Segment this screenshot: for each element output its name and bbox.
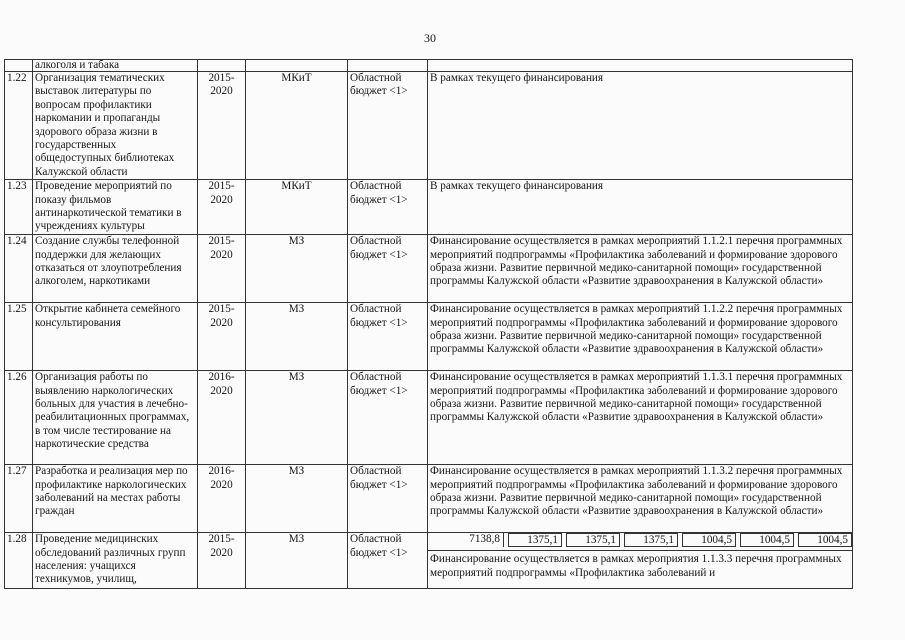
- funding-source: Областной бюджет <1>: [348, 72, 428, 180]
- funding-source: Областной бюджет <1>: [348, 465, 428, 533]
- funding-source: Областной бюджет <1>: [348, 180, 428, 235]
- period-years: 2015-2020: [198, 533, 246, 589]
- activity-name: Проведение мероприятий по показу фильмов антинаркотической тематики в учреждениях культуры: [33, 180, 198, 235]
- funding-note: В рамках текущего финансирования: [428, 180, 853, 235]
- row-number: 1.25: [5, 303, 33, 371]
- row-number: 1.27: [5, 465, 33, 533]
- activity-name: Организация работы по выявлению наркологических больных для участия в лечебно-реабилитационных программах, в том числе тестирование на наркотические средства: [33, 371, 198, 465]
- activity-name: алкоголя и табака: [33, 60, 198, 72]
- period-years: 2015-2020: [198, 180, 246, 235]
- period-years: 2015-2020: [198, 303, 246, 371]
- table-row: [5, 235, 853, 303]
- funding-amounts: [428, 533, 852, 547]
- funding-source: Областной бюджет <1>: [348, 533, 428, 589]
- table-row: [5, 180, 853, 235]
- funding-note: Финансирование осуществляется в рамках мероприятий 1.1.2.1 перечня программных мероприятий подпрограммы «Профилактика заболеваний и формирование здорового образа жизни. Развитие первичной медико-санитарной помощи» государственной программы Калужской области «Развитие здравоохранения в Калужской области»: [428, 235, 853, 303]
- table-row: [5, 465, 853, 533]
- period-years: 2015-2020: [198, 72, 246, 180]
- funding-source: Областной бюджет <1>: [348, 235, 428, 303]
- row-number: 1.23: [5, 180, 33, 235]
- funding-note: Финансирование осуществляется в рамках мероприятий 1.1.2.2 перечня программных мероприятий подпрограммы «Профилактика заболеваний и формирование здорового образа жизни. Развитие первичной медико-санитарной помощи» государственной программы Калужской области «Развитие здравоохранения в Калужской области»: [428, 303, 853, 371]
- amount-year: 1375,1: [566, 533, 620, 547]
- funding-note: Финансирование осуществляется в рамках мероприятия 1.1.3.3 перечня программных мероприятий подпрограммы «Профилактика заболеваний и: [428, 550, 852, 580]
- activity-name: Проведение медицинских обследований различных групп населения: учащихся техникумов, училищ,: [33, 533, 198, 589]
- activity-name: Организация тематических выставок литературы по вопросам профилактики наркомании и пропаганды здорового образа жизни в государственных общедоступных библиотеках Калужской области: [33, 72, 198, 180]
- row-number: 1.28: [5, 533, 33, 589]
- amount-year: 1375,1: [508, 533, 562, 547]
- period-years: 2015-2020: [198, 235, 246, 303]
- program-activities-table: [4, 59, 853, 589]
- period-years: 2016-2020: [198, 465, 246, 533]
- activity-name: Открытие кабинета семейного консультирования: [33, 303, 198, 371]
- table-row: [5, 72, 853, 180]
- funding-note: Финансирование осуществляется в рамках мероприятий 1.1.3.1 перечня программных мероприятий подпрограммы «Профилактика заболеваний и формирование здорового образа жизни. Развитие первичной медико-санитарной помощи» государственной программы Калужской области «Развитие здравоохранения в Калужской области»: [428, 371, 853, 465]
- amount-year: 1004,5: [740, 533, 794, 547]
- funding-cell: [428, 533, 853, 589]
- row-number: 1.26: [5, 371, 33, 465]
- activity-name: Создание службы телефонной поддержки для желающих отказаться от злоупотребления алкоголем, наркотиками: [33, 235, 198, 303]
- amount-total: 7138,8: [428, 533, 504, 547]
- executor: МЗ: [246, 303, 348, 371]
- executor: МЗ: [246, 465, 348, 533]
- amount-year: 1004,5: [682, 533, 736, 547]
- amount-year: 1375,1: [624, 533, 678, 547]
- activity-name: Разработка и реализация мер по профилактике наркологических заболеваний на местах работы граждан: [33, 465, 198, 533]
- amount-year: 1004,5: [798, 533, 852, 547]
- funding-note: Финансирование осуществляется в рамках мероприятий 1.1.3.2 перечня программных мероприятий подпрограммы «Профилактика заболеваний и формирование здорового образа жизни. Развитие первичной медико-санитарной помощи» государственной программы Калужской области «Развитие здравоохранения в Калужской области»: [428, 465, 853, 533]
- funding-source: Областной бюджет <1>: [348, 303, 428, 371]
- table-row: [5, 371, 853, 465]
- row-number: 1.22: [5, 72, 33, 180]
- funding-source: Областной бюджет <1>: [348, 371, 428, 465]
- table-row: [5, 60, 853, 72]
- period-years: 2016-2020: [198, 371, 246, 465]
- executor: МЗ: [246, 235, 348, 303]
- table-row: [5, 303, 853, 371]
- executor: МЗ: [246, 371, 348, 465]
- executor: МЗ: [246, 533, 348, 589]
- table-row: [5, 533, 853, 589]
- executor: МКиТ: [246, 72, 348, 180]
- page-number: 30: [424, 31, 436, 45]
- funding-note: В рамках текущего финансирования: [428, 72, 853, 180]
- executor: МКиТ: [246, 180, 348, 235]
- row-number: 1.24: [5, 235, 33, 303]
